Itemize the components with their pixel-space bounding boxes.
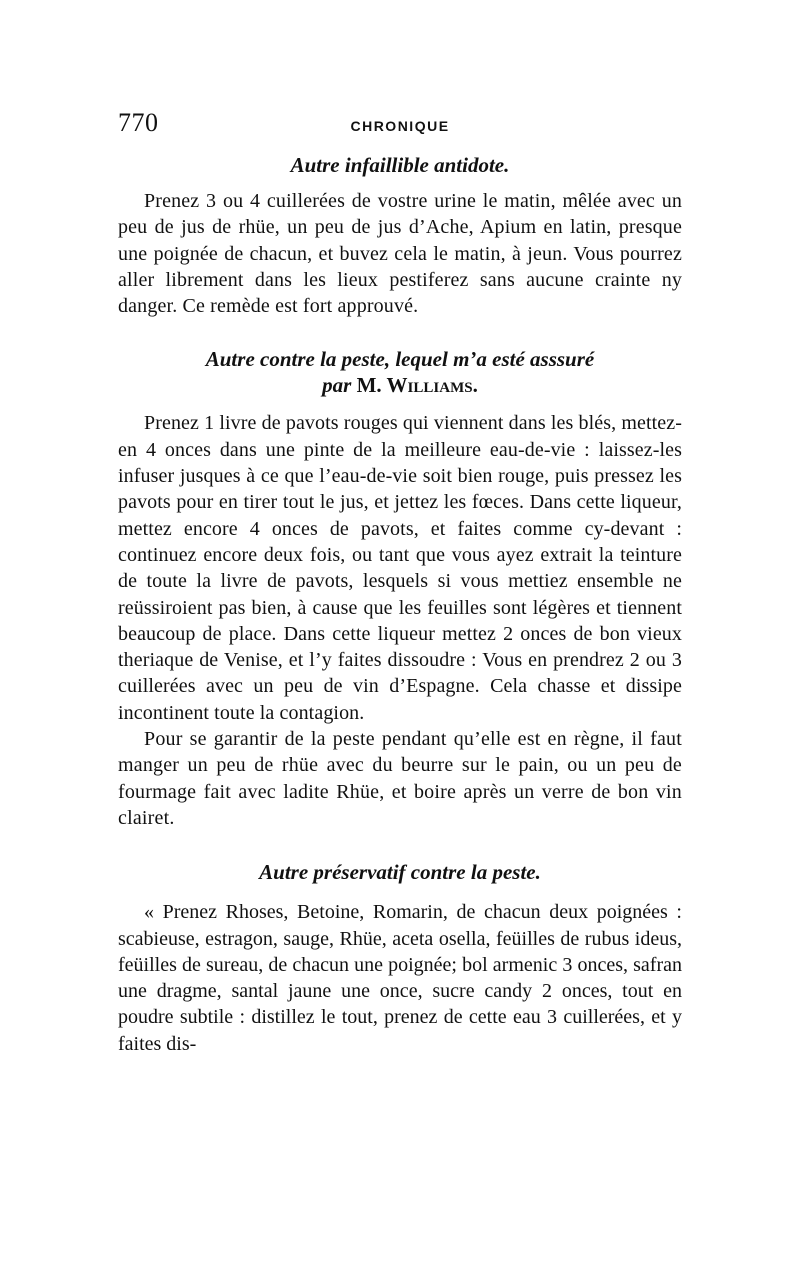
running-title: CHRONIQUE (350, 118, 450, 134)
page-number: 770 (118, 108, 159, 137)
running-head (118, 108, 682, 146)
section-heading-peste-attribution (118, 372, 682, 398)
paragraph-preservatif: « Prenez Rhoses, Betoine, Romarin, de chacun deux poignées : scabieuse, estragon, sauge, Rhüe, aceta osella, feüilles de rubus ideus, feüilles de sureau, de chacun une poignée; bol armenic 3 onces, safran une dragme, santal jaune une once, sucre candy 2 onces, tout en poudre subtile : distillez le tout, prenez de cette eau 3 cuillerées, et y faites dis- (118, 901, 682, 1055)
attribution-name: M. Williams. (356, 373, 478, 398)
paragraph-antidote: Prenez 3 ou 4 cuillerées de vostre urine le matin, mêlée avec un peu de jus de rhüe, un peu de jus d’Ache, Apium en latin, presque une poignée de chacun, et buvez cela le matin, à jeun. Vous pourrez aller librement dans les lieux pestiferez sans aucune crainte ny danger. Ce remède est fort approuvé. (118, 190, 682, 318)
book-page (118, 108, 682, 1057)
section-heading-peste: Autre contre la peste, lequel m’a esté asssuré (205, 347, 595, 372)
section-heading-antidote: Autre infaillible antidote. (290, 153, 510, 177)
paragraph-garantir: Pour se garantir de la peste pendant qu’elle est en règne, il faut manger un peu de rhüe avec du beurre sur le pain, ou un peu de fourmage fait avec ladite Rhüe, et boire après un verre de bon vin clairet. (118, 728, 682, 829)
attribution-par: par (322, 373, 352, 398)
paragraph-pavots: Prenez 1 livre de pavots rouges qui viennent dans les blés, mettez-en 4 onces dans une pinte de la meilleure eau-de-vie : laissez-les infuser jusques à ce que l’eau-de-vie soit bien rouge, puis pressez les pavots pour en tirer tout le jus, et jettez les fœces. Dans cette liqueur, mettez encore 4 onces de pavots, et faites comme cy-devant : continuez encore deux fois, ou tant que vous ayez extrait la teinture de toute la livre de pavots, lesquels si vous mettiez ensemble ne reüssiroient pas bien, à cause que les feuilles sont légères et tiennent beaucoup de place. Dans cette liqueur mettez 2 onces de bon vieux theriaque de Venise, et l’y faites dissoudre : Vous en prendrez 2 ou 3 cuillerées avec un peu de vin d’Espagne. Cela chasse et dissipe incontinent toute la contagion. (118, 412, 682, 724)
section-heading-preservatif: Autre préservatif contre la peste. (259, 860, 541, 885)
